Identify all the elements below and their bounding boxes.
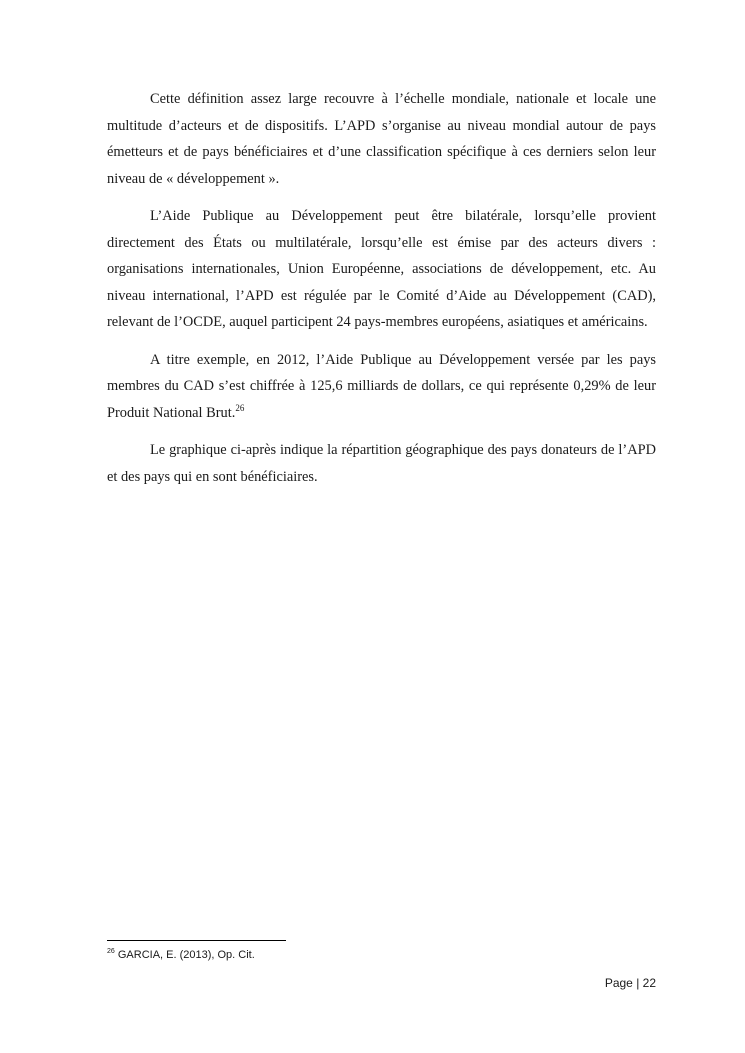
paragraph-example — [107, 347, 656, 427]
paragraph-text: A titre exemple, en 2012, l’Aide Publique au Développement versée par les pays membres du CAD s’est chiffrée à 125,6 milliards de dollars, ce qui représente 0,29% de leur Produit National Brut. — [107, 351, 656, 421]
footnote-reference[interactable]: 26 — [235, 402, 245, 413]
paragraph-text: Cette définition assez large recouvre à l’échelle mondiale, nationale et locale une multitude d’acteurs et de dispositifs. L’APD s’organise au niveau mondial autour de pays émetteurs et de pays bénéficiaires et d’une classification spécifique à ces derniers selon leur niveau de « développement ». — [107, 91, 656, 187]
footnote-text: GARCIA, E. (2013), Op. Cit. — [114, 949, 255, 961]
footnote-number: 26 — [107, 948, 115, 955]
paragraph-text: Le graphique ci-après indique la répartition géographique des pays donateurs de l’APD et des pays qui en sont bénéficiaires. — [107, 442, 656, 485]
page-number: Page | 22 — [604, 976, 656, 990]
footnote — [107, 948, 255, 962]
paragraph-text: L’Aide Publique au Développement peut être bilatérale, lorsqu’elle provient directement des États ou multilatérale, lorsqu’elle est émise par des acteurs divers : organisations internationales, Union Européenne, associations de développement, etc. Au niveau international, l’APD est régulée par le Comité d’Aide au Développement (CAD), relevant de l’OCDE, auquel participent 24 pays-membres européens, asiatiques et américains. — [107, 208, 656, 330]
paragraph-definition — [107, 86, 656, 192]
footnote-separator — [107, 940, 286, 941]
body-text — [107, 86, 656, 501]
paragraph-bilateral — [107, 203, 656, 336]
paragraph-graph-intro — [107, 437, 656, 490]
